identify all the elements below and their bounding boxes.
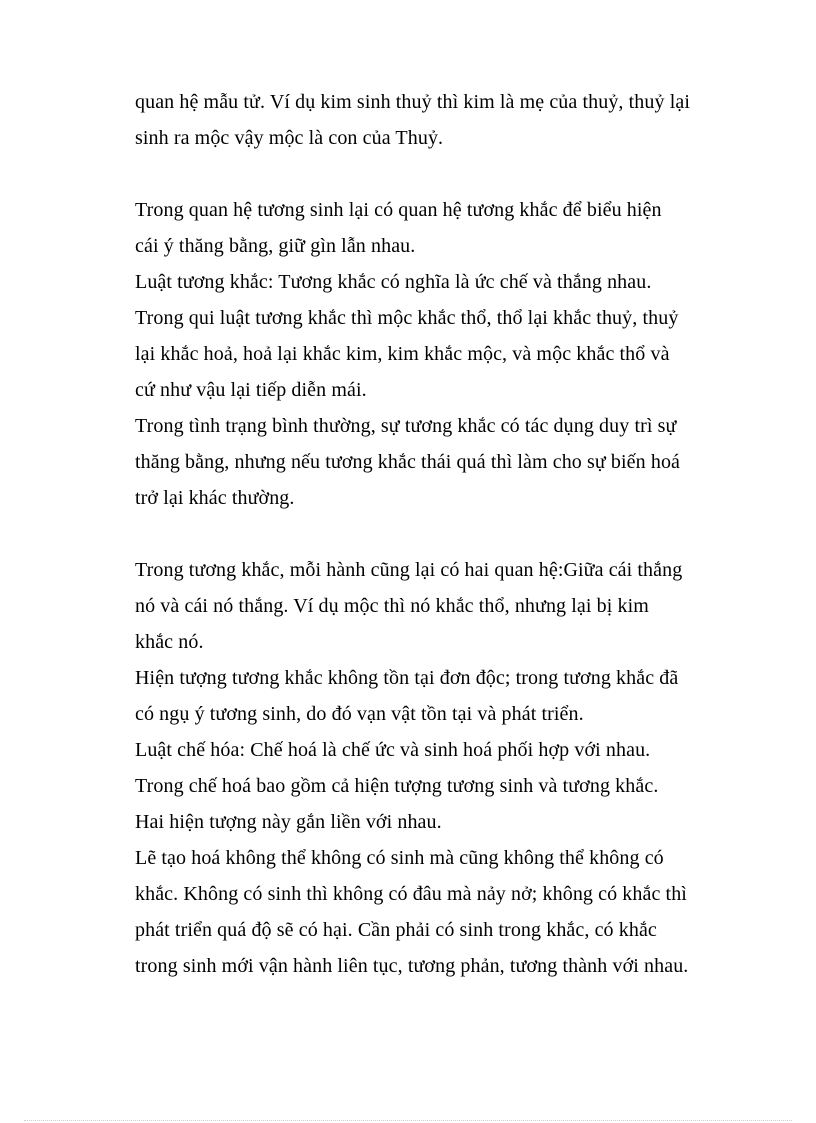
text-line: Trong quan hệ tương sinh lại có quan hệ tương khắc để biểu hiện	[135, 199, 662, 221]
text-line: quan hệ mẫu tử. Ví dụ kim sinh thuỷ thì kim là mẹ của thuỷ, thuỷ lại	[135, 91, 690, 113]
text-line: Trong tương khắc, mỗi hành cũng lại có hai quan hệ:Giữa cái thắng	[135, 559, 683, 581]
text-line: Hai hiện tượng này gắn liền với nhau.	[135, 811, 442, 833]
text-line: thăng bằng, nhưng nếu tương khắc thái quá thì làm cho sự biến hoá	[135, 451, 681, 473]
text-line: trở lại khác thường.	[135, 487, 295, 509]
text-line: sinh ra mộc vậy mộc là con của Thuỷ.	[135, 127, 444, 149]
text-line: Luật chế hóa: Chế hoá là chế ức và sinh hoá phối hợp với nhau.	[135, 739, 651, 761]
page-bottom-divider	[24, 1120, 792, 1121]
text-line: có ngụ ý tương sinh, do đó vạn vật tồn tại và phát triển.	[135, 703, 584, 725]
text-line: Hiện tượng tương khắc không tồn tại đơn độc; trong tương khắc đã	[135, 667, 679, 689]
text-line: Trong qui luật tương khắc thì mộc khắc thổ, thổ lại khắc thuỷ, thuỷ	[135, 307, 679, 329]
text-line: khắc nó.	[135, 631, 204, 653]
text-line: cái ý thăng bằng, giữ gìn lẫn nhau.	[135, 235, 416, 257]
text-line: Trong chế hoá bao gồm cả hiện tượng tương sinh và tương khắc.	[135, 775, 659, 797]
text-line: trong sinh mới vận hành liên tục, tương phản, tương thành với nhau.	[135, 955, 689, 977]
text-line: lại khắc hoả, hoả lại khắc kim, kim khắc mộc, và mộc khắc thổ và	[135, 343, 670, 365]
text-line: nó và cái nó thắng. Ví dụ mộc thì nó khắc thổ, nhưng lại bị kim	[135, 595, 649, 617]
text-line: Luật tương khắc: Tương khắc có nghĩa là ức chế và thắng nhau.	[135, 271, 652, 293]
paragraph-gap	[135, 516, 755, 552]
text-line: Trong tình trạng bình thường, sự tương khắc có tác dụng duy trì sự	[135, 415, 677, 437]
text-line: phát triển quá độ sẽ có hại. Cần phải có sinh trong khắc, có khắc	[135, 919, 657, 941]
text-line: cứ như vậu lại tiếp diễn mái.	[135, 379, 367, 401]
text-line: khắc. Không có sinh thì không có đâu mà nảy nở; không có khắc thì	[135, 883, 687, 905]
text-line: Lẽ tạo hoá không thể không có sinh mà cũng không thể không có	[135, 847, 664, 869]
paragraph-gap	[135, 156, 755, 192]
document-body	[135, 84, 755, 984]
